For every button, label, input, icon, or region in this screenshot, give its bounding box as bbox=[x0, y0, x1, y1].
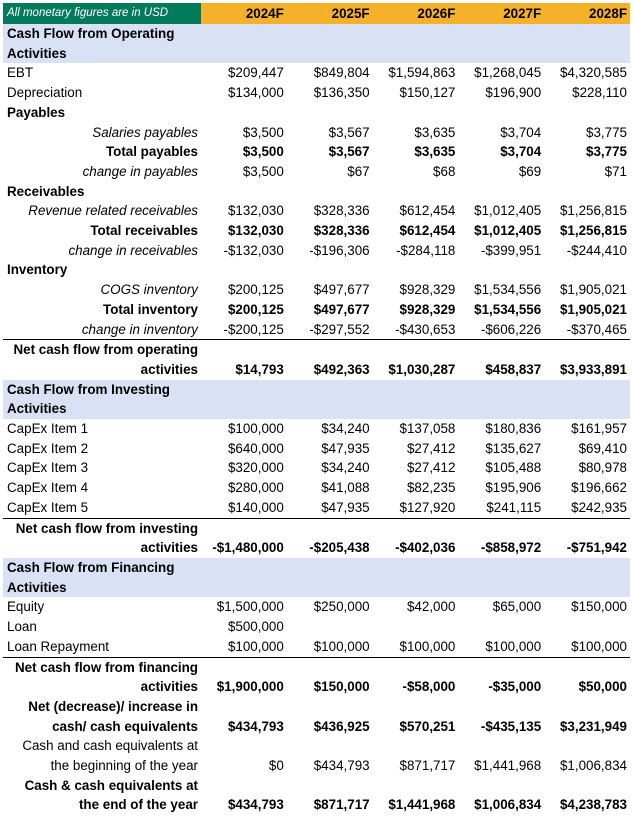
cell-value: $137,058 bbox=[399, 421, 456, 437]
row-label: Inventory bbox=[7, 262, 68, 278]
header-row bbox=[3, 3, 630, 24]
row-label: CapEx Item 5 bbox=[7, 499, 89, 515]
row-label: Net cash flow from operating activities bbox=[3, 340, 201, 380]
cell-value bbox=[373, 24, 459, 63]
row-cash-cash-equivalents-at-the-end-of-the-year bbox=[3, 776, 630, 815]
cell-value: $3,635 bbox=[414, 144, 456, 160]
cell-value: $34,240 bbox=[321, 421, 370, 437]
cell-value: -$205,438 bbox=[287, 518, 373, 558]
row-label: COGS inventory bbox=[100, 282, 198, 298]
cell-value: $127,920 bbox=[399, 499, 456, 515]
row-label: Total inventory bbox=[103, 301, 198, 317]
cell-value: $570,251 bbox=[399, 718, 456, 734]
row-ebt bbox=[3, 63, 630, 83]
cell-value: $1,256,815 bbox=[559, 223, 627, 239]
cell-value: $196,662 bbox=[571, 480, 627, 496]
row-depreciation bbox=[3, 83, 630, 103]
cell-value: $241,115 bbox=[486, 499, 542, 515]
cell-value: $3,704 bbox=[500, 144, 542, 160]
cell-value: $136,350 bbox=[313, 85, 370, 101]
row-label: CapEx Item 1 bbox=[7, 421, 89, 437]
cell-value: -$35,000 bbox=[458, 657, 544, 697]
cell-value bbox=[201, 182, 287, 202]
cell-value: -$402,036 bbox=[373, 518, 459, 558]
cell-value bbox=[201, 260, 287, 280]
row-equity bbox=[3, 597, 630, 617]
cell-value bbox=[458, 558, 544, 597]
year-header: 2026F bbox=[373, 3, 459, 24]
cell-value: $100,000 bbox=[399, 638, 456, 654]
row-net-cash-flow-from-investing-activities bbox=[3, 518, 630, 558]
cell-value: $134,000 bbox=[227, 85, 284, 101]
cell-value: $1,030,287 bbox=[373, 340, 459, 380]
cell-value bbox=[544, 558, 630, 597]
row-label: Cash Flow from Investing Activities bbox=[3, 380, 201, 419]
cell-value: $100,000 bbox=[313, 638, 370, 654]
cell-value: -$58,000 bbox=[373, 657, 459, 697]
row-revenue-related-receivables bbox=[3, 201, 630, 221]
cell-value: $196,900 bbox=[485, 85, 542, 101]
cell-value bbox=[287, 24, 373, 63]
row-change-in-payables bbox=[3, 162, 630, 182]
cell-value: -$370,465 bbox=[566, 321, 627, 337]
cell-value: $1,006,834 bbox=[474, 797, 542, 813]
cell-value: $3,500 bbox=[242, 124, 284, 140]
cell-value bbox=[287, 558, 373, 597]
cell-value: $497,677 bbox=[313, 301, 370, 317]
currency-note: All monetary figures are in USD bbox=[3, 3, 201, 24]
row-net-cash-flow-from-financing-activities bbox=[3, 657, 630, 697]
cell-value: $280,000 bbox=[227, 480, 284, 496]
cell-value: $1,594,863 bbox=[388, 65, 456, 81]
row-label: EBT bbox=[7, 65, 34, 81]
cell-value: -$430,653 bbox=[395, 321, 456, 337]
cell-value: $80,978 bbox=[578, 460, 627, 476]
row-label: CapEx Item 4 bbox=[7, 480, 89, 496]
cell-value: $100,000 bbox=[227, 421, 284, 437]
cell-value: $100,000 bbox=[485, 638, 542, 654]
cell-value: $492,363 bbox=[287, 340, 373, 380]
cell-value: $200,125 bbox=[227, 282, 284, 298]
cell-value: $3,635 bbox=[414, 124, 456, 140]
row-total-receivables bbox=[3, 221, 630, 241]
row-label: change in payables bbox=[82, 163, 198, 179]
cell-value: $135,627 bbox=[485, 440, 542, 456]
cell-value: -$1,480,000 bbox=[201, 518, 287, 558]
cell-value: $1,256,815 bbox=[559, 203, 627, 219]
cell-value bbox=[458, 182, 544, 202]
cell-value: $1,268,045 bbox=[474, 65, 542, 81]
cell-value: $27,412 bbox=[406, 460, 456, 476]
cell-value: $3,775 bbox=[586, 124, 627, 140]
year-header: 2028F bbox=[544, 3, 630, 24]
cell-value bbox=[458, 617, 544, 637]
cell-value: $82,235 bbox=[406, 480, 456, 496]
row-total-payables bbox=[3, 142, 630, 162]
row-label: Cash & cash equivalents at the end of the year bbox=[24, 777, 198, 813]
row-inventory bbox=[3, 260, 630, 280]
cell-value: -$196,306 bbox=[309, 242, 370, 258]
cell-value: $132,030 bbox=[227, 203, 284, 219]
cell-value: $3,500 bbox=[242, 144, 284, 160]
row-cash-flow-from-operating-activities bbox=[3, 24, 630, 63]
cell-value: $436,925 bbox=[313, 718, 370, 734]
cell-value bbox=[373, 558, 459, 597]
cell-value: $161,957 bbox=[571, 421, 627, 437]
cell-value: $0 bbox=[268, 758, 284, 774]
cell-value bbox=[544, 24, 630, 63]
row-payables bbox=[3, 103, 630, 123]
row-loan-repayment bbox=[3, 637, 630, 657]
cell-value bbox=[201, 380, 287, 419]
cell-value bbox=[544, 617, 630, 637]
cell-value: $250,000 bbox=[313, 599, 370, 615]
cell-value: $100,000 bbox=[571, 638, 627, 654]
cell-value bbox=[458, 260, 544, 280]
cell-value: $68 bbox=[433, 163, 456, 179]
cash-flow-table bbox=[3, 3, 630, 815]
cell-value: $4,320,585 bbox=[559, 65, 627, 81]
cell-value bbox=[458, 24, 544, 63]
row-cash-flow-from-financing-activities bbox=[3, 558, 630, 597]
cell-value: $3,231,949 bbox=[559, 718, 627, 734]
row-label: Cash and cash equivalents at the beginning of the year bbox=[22, 738, 198, 774]
row-label: Total payables bbox=[105, 144, 198, 160]
cell-value: $150,000 bbox=[571, 599, 627, 615]
cell-value: $434,793 bbox=[227, 718, 284, 734]
cell-value: $320,000 bbox=[227, 460, 284, 476]
row-capex-item-4 bbox=[3, 478, 630, 498]
row-cogs-inventory bbox=[3, 280, 630, 300]
row-capex-item-5 bbox=[3, 498, 630, 518]
cell-value: -$244,410 bbox=[566, 242, 627, 258]
cell-value: $1,006,834 bbox=[559, 758, 627, 774]
cell-value: $1,534,556 bbox=[474, 301, 542, 317]
cell-value bbox=[544, 103, 630, 123]
cell-value: -$751,942 bbox=[544, 518, 630, 558]
cell-value: $1,441,968 bbox=[388, 797, 456, 813]
row-label: CapEx Item 3 bbox=[7, 460, 89, 476]
cell-value: $3,933,891 bbox=[544, 340, 630, 380]
cell-value: $242,935 bbox=[571, 499, 627, 515]
cell-value: $1,900,000 bbox=[201, 657, 287, 697]
cell-value: $4,238,783 bbox=[559, 797, 627, 813]
cell-value: -$132,030 bbox=[223, 242, 284, 258]
cell-value: $100,000 bbox=[227, 638, 284, 654]
cell-value: $150,127 bbox=[399, 85, 456, 101]
row-label: Receivables bbox=[7, 183, 85, 199]
cell-value bbox=[287, 380, 373, 419]
cell-value: $3,775 bbox=[586, 144, 627, 160]
row-label: CapEx Item 2 bbox=[7, 440, 89, 456]
cell-value: $1,905,021 bbox=[559, 301, 627, 317]
cell-value bbox=[287, 260, 373, 280]
cell-value bbox=[544, 182, 630, 202]
cell-value: -$606,226 bbox=[480, 321, 542, 337]
row-net-decrease-increase-in-cash-cash-equivalents bbox=[3, 697, 630, 736]
row-label: Loan bbox=[7, 619, 37, 635]
cell-value: $195,906 bbox=[485, 480, 542, 496]
cell-value: $3,567 bbox=[328, 124, 370, 140]
row-label: Loan Repayment bbox=[7, 638, 109, 654]
cell-value: $69 bbox=[518, 163, 542, 179]
row-label: Salaries payables bbox=[92, 124, 198, 140]
cell-value bbox=[201, 103, 287, 123]
cell-value: $47,935 bbox=[321, 499, 370, 515]
cell-value: $34,240 bbox=[321, 460, 370, 476]
cell-value bbox=[201, 558, 287, 597]
cell-value: $612,454 bbox=[399, 223, 456, 239]
cell-value: $132,030 bbox=[227, 223, 284, 239]
row-label: Net (decrease)/ increase in cash/ cash equivalents bbox=[28, 698, 198, 734]
cell-value bbox=[373, 182, 459, 202]
cell-value: $328,336 bbox=[313, 223, 370, 239]
row-total-inventory bbox=[3, 300, 630, 320]
cell-value: -$284,118 bbox=[396, 242, 456, 258]
cell-value: $434,793 bbox=[313, 758, 370, 774]
row-capex-item-3 bbox=[3, 458, 630, 478]
cell-value: -$200,125 bbox=[223, 321, 284, 337]
cell-value: -$399,951 bbox=[480, 242, 542, 258]
cell-value: $69,410 bbox=[578, 440, 627, 456]
cell-value bbox=[544, 260, 630, 280]
cell-value: $1,534,556 bbox=[474, 282, 542, 298]
cell-value: $3,704 bbox=[500, 124, 542, 140]
cell-value: -$297,552 bbox=[309, 321, 370, 337]
row-loan bbox=[3, 617, 630, 637]
cell-value: $871,717 bbox=[313, 797, 370, 813]
cell-value: $41,088 bbox=[321, 480, 370, 496]
cell-value bbox=[373, 260, 459, 280]
cell-value bbox=[373, 617, 459, 637]
cell-value: $1,905,021 bbox=[559, 282, 627, 298]
cell-value: $209,447 bbox=[227, 65, 284, 81]
cell-value: -$858,972 bbox=[458, 518, 544, 558]
cell-value: $150,000 bbox=[287, 657, 373, 697]
cell-value: $458,837 bbox=[458, 340, 544, 380]
year-header: 2025F bbox=[287, 3, 373, 24]
cell-value: $1,012,405 bbox=[474, 203, 542, 219]
cell-value bbox=[373, 380, 459, 419]
cell-value: $928,329 bbox=[399, 301, 456, 317]
cell-value: $71 bbox=[604, 163, 627, 179]
cell-value: $3,500 bbox=[242, 163, 284, 179]
row-label: Total receivables bbox=[90, 223, 198, 239]
year-header: 2027F bbox=[458, 3, 544, 24]
cell-value bbox=[287, 182, 373, 202]
row-capex-item-1 bbox=[3, 419, 630, 439]
cell-value: $500,000 bbox=[227, 619, 284, 635]
cell-value: -$435,135 bbox=[480, 718, 542, 734]
cell-value bbox=[201, 24, 287, 63]
cell-value: $871,717 bbox=[399, 758, 456, 774]
cell-value: $14,793 bbox=[201, 340, 287, 380]
cell-value: $434,793 bbox=[227, 797, 284, 813]
cell-value: $640,000 bbox=[227, 440, 284, 456]
row-label: Cash Flow from Operating Activities bbox=[3, 24, 201, 63]
row-capex-item-2 bbox=[3, 439, 630, 459]
row-label: Cash Flow from Financing Activities bbox=[3, 558, 201, 597]
cell-value: $228,110 bbox=[572, 85, 627, 101]
row-cash-flow-from-investing-activities bbox=[3, 380, 630, 419]
cell-value bbox=[287, 617, 373, 637]
cell-value bbox=[458, 103, 544, 123]
cell-value bbox=[544, 380, 630, 419]
row-receivables bbox=[3, 182, 630, 202]
row-label: Payables bbox=[7, 104, 66, 120]
cell-value: $1,500,000 bbox=[216, 599, 284, 615]
row-cash-and-cash-equivalents-at-the-beginning-of-the-year bbox=[3, 736, 630, 775]
cell-value: $849,804 bbox=[313, 65, 370, 81]
cell-value: $27,412 bbox=[406, 440, 456, 456]
cell-value: $1,441,968 bbox=[474, 758, 542, 774]
cell-value: $42,000 bbox=[406, 599, 456, 615]
cell-value: $3,567 bbox=[328, 144, 370, 160]
row-label: change in inventory bbox=[81, 321, 198, 337]
row-change-in-inventory bbox=[3, 320, 630, 340]
row-salaries-payables bbox=[3, 123, 630, 143]
cell-value: $928,329 bbox=[399, 282, 456, 298]
cell-value: $1,012,405 bbox=[474, 223, 542, 239]
cell-value bbox=[373, 103, 459, 123]
row-change-in-receivables bbox=[3, 241, 630, 261]
row-label: Net cash flow from investing activities bbox=[3, 518, 201, 558]
cell-value bbox=[458, 380, 544, 419]
year-header: 2024F bbox=[201, 3, 287, 24]
cash-flow-body bbox=[3, 3, 630, 815]
row-label: Equity bbox=[7, 599, 45, 615]
row-label: Net cash flow from financing activities bbox=[3, 657, 201, 697]
cell-value: $328,336 bbox=[313, 203, 370, 219]
cell-value: $105,488 bbox=[485, 460, 542, 476]
row-label: Revenue related receivables bbox=[28, 203, 198, 219]
cell-value: $47,935 bbox=[321, 440, 370, 456]
cell-value: $140,000 bbox=[227, 499, 284, 515]
cell-value bbox=[287, 103, 373, 123]
row-label: change in receivables bbox=[68, 242, 198, 258]
row-net-cash-flow-from-operating-activities bbox=[3, 340, 630, 380]
cell-value: $180,836 bbox=[485, 421, 542, 437]
cell-value: $497,677 bbox=[313, 282, 370, 298]
cell-value: $65,000 bbox=[492, 599, 542, 615]
cell-value: $67 bbox=[347, 163, 370, 179]
row-label: Depreciation bbox=[7, 85, 83, 101]
cell-value: $50,000 bbox=[544, 657, 630, 697]
cell-value: $200,125 bbox=[227, 301, 284, 317]
cell-value: $612,454 bbox=[399, 203, 456, 219]
